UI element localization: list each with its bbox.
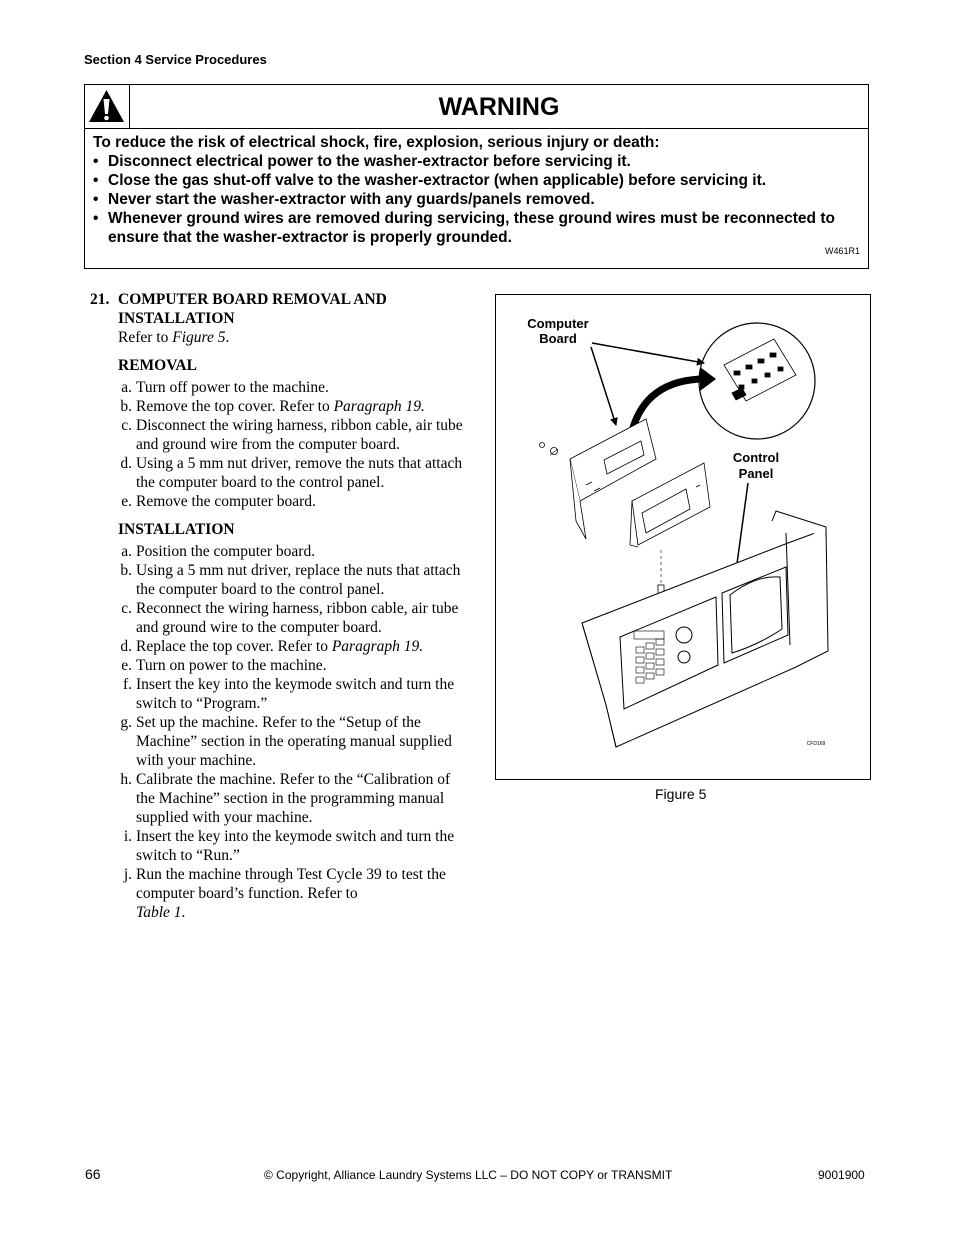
list-item: a. Position the computer board.: [121, 543, 316, 560]
figure-link[interactable]: Figure 5: [172, 329, 226, 346]
warning-code: W461R1: [824, 246, 860, 256]
warning-bullet: • Whenever ground wires are removed during servicing, these ground wires must be reconnected to ensure that the washer-extractor is properly grounded.: [93, 210, 835, 246]
list-item: c. Reconnect the wiring harness, ribbon cable, air tube and ground wire to the computer board.: [121, 600, 459, 636]
label-control-panel-1: Control: [732, 450, 780, 465]
list-item: d. Replace the top cover. Refer to Paragraph 19.: [120, 638, 424, 655]
paragraph-link[interactable]: Paragraph 19.: [333, 398, 425, 415]
mounting-plate: [630, 463, 710, 547]
list-item: f. Insert the key into the keymode switch and turn the switch to “Program.”: [122, 676, 455, 712]
figure-caption: Figure 5: [655, 786, 707, 802]
list-item: b. Using a 5 mm nut driver, replace the nuts that attach the computer board to the control panel.: [120, 562, 461, 598]
list-item: b. Remove the top cover. Refer to Paragraph 19.: [120, 398, 425, 415]
list-item: h. Calibrate the machine. Refer to the “Calibration of the Machine” section in the programming manual supplied with your machine.: [120, 771, 451, 826]
warning-intro: To reduce the risk of electrical shock, fire, explosion, serious injury or death:: [93, 134, 660, 151]
list-item: e. Turn on power to the machine.: [121, 657, 327, 674]
label-computer-board-1: Computer: [527, 316, 589, 331]
warning-bullet: • Never start the washer-extractor with any guards/panels removed.: [93, 191, 595, 208]
figure-5: [495, 294, 871, 780]
control-panel: [582, 511, 828, 747]
copyright: © Copyright, Alliance Laundry Systems LLC – DO NOT COPY or TRANSMIT: [264, 1168, 673, 1182]
washer-control-panel-illustration: [496, 295, 870, 779]
warning-triangle-icon: [85, 85, 128, 127]
warning-box: [84, 84, 869, 269]
warning-bullet: • Close the gas shut-off valve to the washer-extractor (when applicable) before servicing it.: [93, 172, 767, 189]
figure-code: CFD169: [806, 741, 826, 747]
list-item: a. Turn off power to the machine.: [121, 379, 329, 396]
list-item: d. Using a 5 mm nut driver, remove the nuts that attach the computer board to the control panel.: [120, 455, 463, 491]
list-item: e. Remove the computer board.: [121, 493, 316, 510]
warning-body: [93, 133, 860, 247]
warning-icon-cell: [85, 85, 130, 129]
installation-heading: INSTALLATION: [118, 521, 235, 538]
removal-heading: REMOVAL: [118, 357, 197, 374]
label-control-panel-2: Panel: [738, 466, 774, 481]
table-link[interactable]: Table 1: [136, 904, 182, 921]
warning-bullet: • Disconnect electrical power to the washer-extractor before servicing it.: [93, 153, 631, 170]
procedure-title: 21. COMPUTER BOARD REMOVAL AND INSTALLATION: [90, 291, 387, 327]
page-number: 66: [85, 1166, 101, 1182]
procedure-column: [90, 290, 470, 922]
section-header: Section 4 Service Procedures: [84, 52, 267, 67]
list-item: g. Set up the machine. Refer to the “Setup of the Machine” section in the operating manual supplied with your machine.: [120, 714, 452, 769]
list-item: c. Disconnect the wiring harness, ribbon cable, air tube and ground wire from the computer board.: [121, 417, 463, 453]
refer-line: Refer to Figure 5.: [118, 329, 230, 346]
warning-title: WARNING: [130, 85, 868, 129]
paragraph-link[interactable]: Paragraph 19.: [331, 638, 424, 655]
label-computer-board-2: Board: [539, 331, 577, 346]
list-item: i. Insert the key into the keymode switch and turn the switch to “Run.”: [123, 828, 455, 864]
doc-number: 9001900: [818, 1168, 865, 1182]
list-item: j. Run the machine through Test Cycle 39 to test the computer board’s function. Refer to Table 1.: [123, 866, 446, 921]
